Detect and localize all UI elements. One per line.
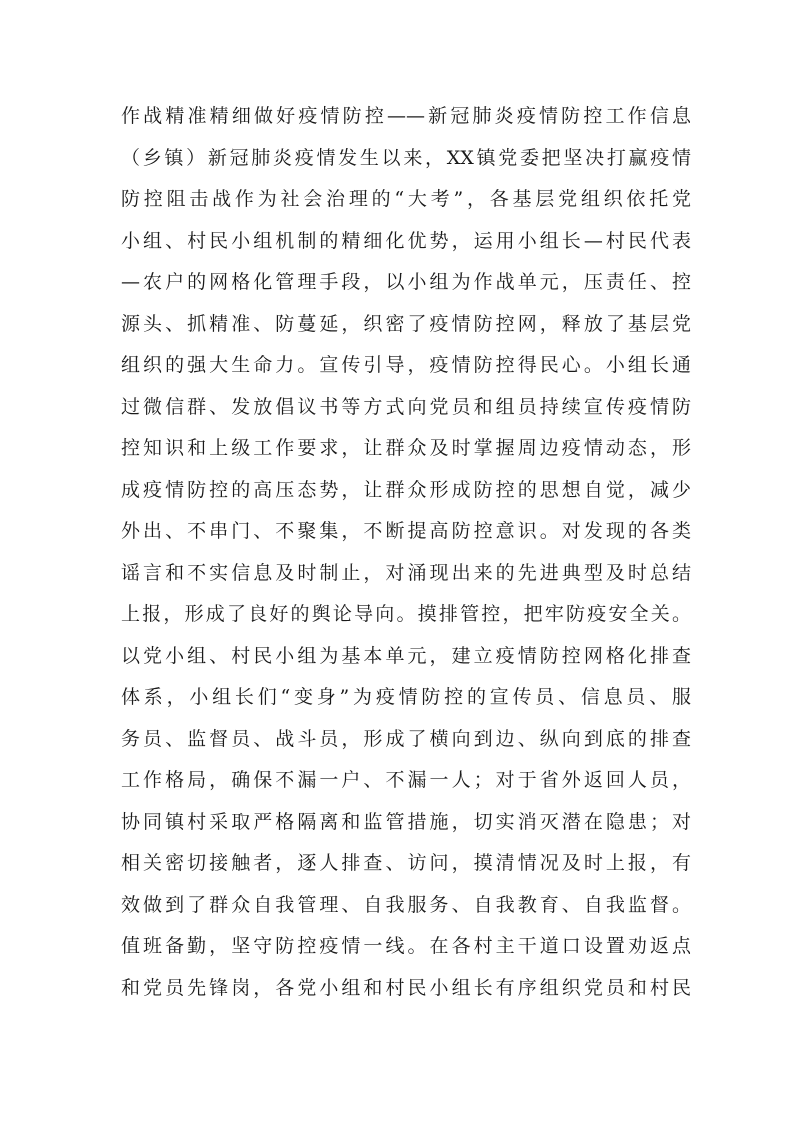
- text-line: 外出、不串门、不聚集，不断提高防控意识。对发现的各类: [121, 520, 691, 542]
- text-line: 务员、监督员、战斗员，形成了横向到边、纵向到底的排查: [121, 727, 691, 750]
- text-line: 小组、村民小组机制的精细化优势，运用小组长—村民代表: [121, 229, 691, 252]
- document-body: [121, 96, 691, 1009]
- text-line: 源头、抓精准、防蔓延，织密了疫情防控网，释放了基层党: [121, 312, 691, 335]
- text-line: 值班备勤，坚守防控疫情一线。在各村主干道口设置劝返点: [121, 935, 691, 957]
- text-line: （乡镇）新冠肺炎疫情发生以来，XX镇党委把坚决打赢疫情: [121, 146, 691, 169]
- text-line: 防控阻击战作为社会治理的“大考”，各基层党组织依托党: [121, 188, 691, 210]
- text-line: 控知识和上级工作要求，让群众及时掌握周边疫情动态，形: [121, 437, 691, 459]
- text-line: 体系，小组长们“变身”为疫情防控的宣传员、信息员、服: [121, 686, 691, 708]
- text-line: 和党员先锋岗，各党小组和村民小组长有序组织党员和村民: [121, 976, 691, 999]
- text-line: 上报，形成了良好的舆论导向。摸排管控，把牢防疫安全关。: [121, 603, 691, 625]
- text-line: 组织的强大生命力。宣传引导，疫情防控得民心。小组长通: [121, 354, 691, 376]
- text-line: 过微信群、发放倡议书等方式向党员和组员持续宣传疫情防: [121, 395, 691, 418]
- text-line: 效做到了群众自我管理、自我服务、自我教育、自我监督。: [121, 893, 691, 916]
- text-line: —农户的网格化管理手段，以小组为作战单元，压责任、控: [121, 271, 691, 293]
- text-line: 协同镇村采取严格隔离和监管措施，切实消灭潜在隐患；对: [121, 810, 691, 833]
- text-line: 成疫情防控的高压态势，让群众形成防控的思想自觉，减少: [121, 478, 691, 501]
- text-line: 作战精准精细做好疫情防控——新冠肺炎疫情防控工作信息: [121, 105, 691, 127]
- text-line: 相关密切接触者，逐人排查、访问，摸清情况及时上报，有: [121, 852, 691, 874]
- text-line: 以党小组、村民小组为基本单元，建立疫情防控网格化排查: [121, 644, 691, 667]
- text-line: 工作格局，确保不漏一户、不漏一人；对于省外返回人员，: [121, 769, 691, 791]
- text-line: 谣言和不实信息及时制止，对涌现出来的先进典型及时总结: [121, 561, 691, 584]
